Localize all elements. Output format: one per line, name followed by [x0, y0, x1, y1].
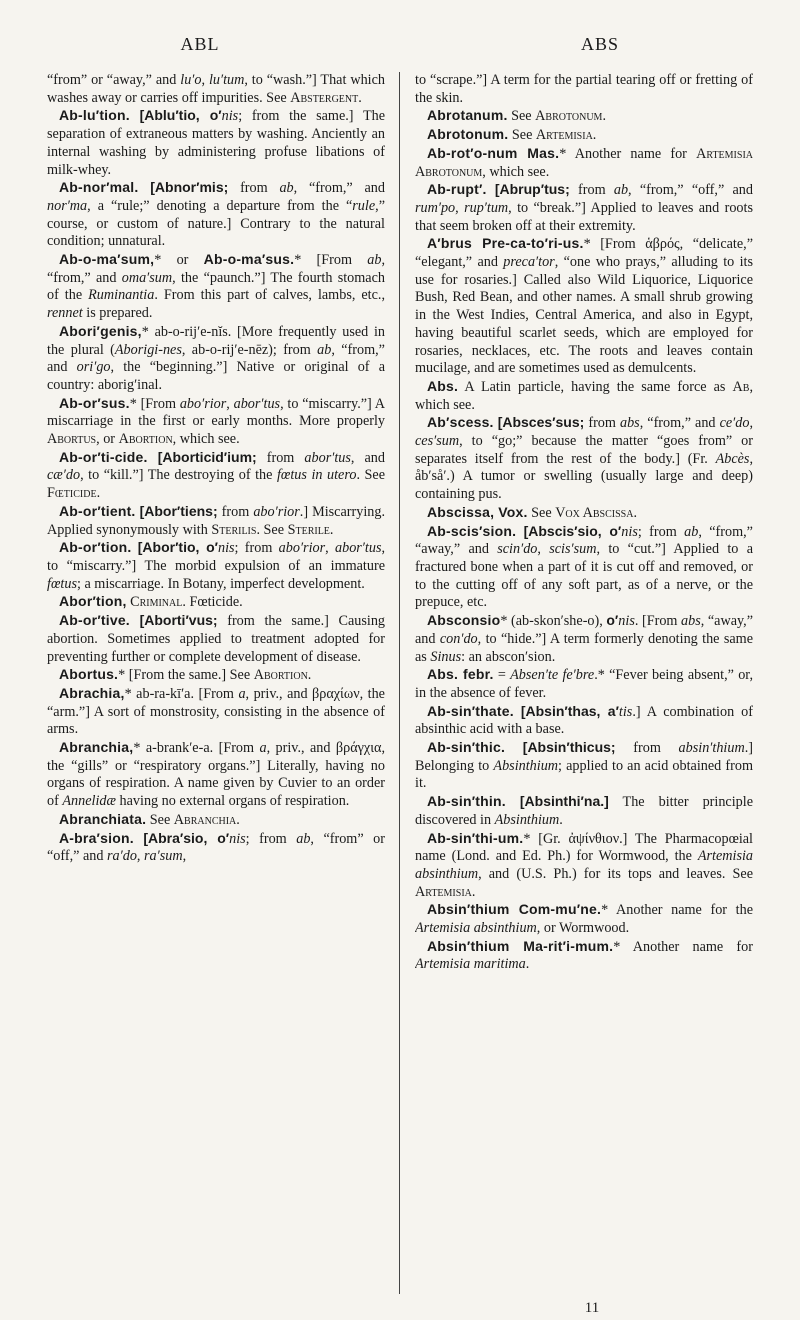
dictionary-entry: Ab-rot′o-num Mas.* Another name for Artemisia Abrotonum, which see.: [415, 144, 753, 180]
dictionary-entry: Ab-or′sus.* [From abo′rior, abor′tus, to “miscarry.”] A miscarriage in the first or early months. More properly Abortus, or Abortion, which see.: [47, 394, 385, 448]
dictionary-entry: Ab′scess. [Absces′sus; from abs, “from,” and ce′do, ces′sum, to “go;” because the matter “goes from” or separates itself from the rest of the body.] (Fr. Abcès, åb′så′.) A tumor or swelling (usually large and deep) containing pus.: [415, 414, 753, 503]
dictionary-entry: A′brus Pre-ca-to′ri-us.* [From ἁβρός, “delicate,” “elegant,” and preca′tor, “one who prays,” alluding to its use for rosaries.] Called also Wild Liquorice, Liquorice Bush, Red Bean, and other names. A small shrub growing in the West Indies, Central America, and also in Egypt, having beautiful scarlet seeds, which are employed for rosaries, necklaces, etc. The roots and leaves contain mucilage, and are sometimes used as demulcents.: [415, 235, 753, 377]
dictionary-entry: Abs. febr. = Absen′te fe′bre.* “Fever being absent,” or, in the absence of fever.: [415, 666, 753, 701]
dictionary-entry: Absin′thium Ma-rit′i-mum.* Another name for Artemisia maritima.: [415, 937, 753, 973]
running-head-right: ABS: [580, 34, 619, 54]
dictionary-entry: Ab-or′tion. [Abor′tio, o′nis; from abo′rior, abor′tus, to “miscarry.”] The morbid expulsion of an immature fœtus; a miscarriage. In Botany, imperfect development.: [47, 539, 385, 592]
dictionary-entry: Ab-or′tive. [Aborti′vus; from the same.] Causing abortion. Sometimes applied to treatment adopted for preventing further or complete development of disease.: [47, 612, 385, 665]
dictionary-entry: Ab-sin′thic. [Absin′thicus; from absin′thium.] Belonging to Absinthium; applied to an acid obtained from it.: [415, 739, 753, 792]
dictionary-entry: Abrotonum. See Artemisia.: [427, 126, 597, 144]
dictionary-entry: Ab-rupt′. [Abrup′tus; from ab, “from,” “off,” and rum′po, rup′tum, to “break.”] Applied to leaves and roots that seem broken off at their extremity.: [415, 181, 753, 234]
dictionary-entry: Ab-or′tient. [Abor′tiens; from abo′rior.] Miscarrying. Applied synonymously with Sterilis. See Sterile.: [47, 502, 385, 538]
page-number: 11: [584, 1300, 600, 1316]
dictionary-entry: Ab-or′ti-cide. [Aborticid′ium; from abor′tus, and cæ′do, to “kill.”] The destroying of the fœtus in utero. See Fœticide.: [47, 448, 385, 502]
dictionary-entry: Ab-scis′sion. [Abscis′sio, o′nis; from ab, “from,” “away,” and scin′do, scis′sum, to “cut.”] Applied to a fractured bone when a part of it is cut off and removed, or to the cutting off of any soft part, as of a nerve, or the prepuce, etc.: [415, 522, 753, 611]
dictionary-entry: Abortus.* [From the same.] See Abortion.: [59, 666, 312, 684]
left-column: [47, 72, 385, 1302]
dictionary-entry: Ab-sin′thi-um.* [Gr. ἀψίνθιον.] The Pharmacopœial name (Lond. and Ed. Ph.) for Wormwood, the Artemisia absinthium, and (U.S. Ph.) for its tops and leaves. See Artemisia.: [415, 829, 753, 900]
dictionary-entry: Abs. A Latin particle, having the same force as Ab, which see.: [415, 377, 753, 413]
running-head-left: ABL: [180, 34, 220, 54]
dictionary-entry: Absin′thium Com-mu′ne.* Another name for the Artemisia absinthium, or Wormwood.: [415, 901, 753, 937]
column-divider: [399, 72, 400, 1294]
dictionary-entry: A-bra′sion. [Abra′sio, o′nis; from ab, “from” or “off,” and ra′do, ra′sum,: [47, 829, 385, 865]
dictionary-entry: Absconsio* (ab-skon′she-o), o′nis. [From abs, “away,” and con′do, to “hide.”] A term formerly denoting the same as Sinus: an abscon′sion.: [415, 612, 753, 665]
dictionary-entry: Abranchiata. See Abranchia.: [59, 810, 240, 828]
dictionary-entry: Abori′genis,* ab-o-rij′e-nĭs. [More frequently used in the plural (Aborigi-nes, ab-o-rij′e-nēz); from ab, “from,” and ori′go, the “beginning.”] Native or original of a country: aborig′inal.: [47, 322, 385, 393]
continued-entry: “from” or “away,” and lu′o, lu′tum, to “wash.”] That which washes away or carries off impurities. See Abstergent.: [47, 72, 385, 106]
dictionary-entry: Ab-nor′mal. [Abnor′mis; from ab, “from,” and nor′ma, a “rule;” denoting a departure from the “rule,” course, or custom of nature.] Contrary to the natural condition; unnatural.: [47, 179, 385, 250]
dictionary-entry: Ab-sin′thin. [Absinthi′na.] The bitter principle discovered in Absinthium.: [415, 793, 753, 828]
dictionary-entry: Ab-lu′tion. [Ablu′tio, o′nis; from the same.] The separation of extraneous matters by washing. Anciently an internal washing by administering profuse libations of milk-whey.: [47, 107, 385, 178]
dictionary-entry: Ab-o-ma′sum,* or Ab-o-ma′sus.* [From ab, “from,” and oma′sum, the “paunch.”] The fourth stomach of the Ruminantia. From this part of calves, lambs, etc., rennet is prepared.: [47, 251, 385, 322]
dictionary-entry: Abscissa, Vox. See Vox Abscissa.: [427, 503, 638, 521]
dictionary-entry: Abrotanum. See Abrotonum.: [427, 107, 606, 125]
right-column: [415, 72, 753, 1302]
running-head: [0, 34, 800, 58]
dictionary-entry: Abor′tion, Criminal. Fœticide.: [59, 593, 243, 611]
dictionary-entry: Abrachia,* ab-ra-kī′a. [From a, priv., and βραχίων, the “arm.”] A sort of monstrosity, consisting in the absence of arms.: [47, 684, 385, 738]
dictionary-entry: Ab-sin′thate. [Absin′thas, a′tis.] A combination of absinthic acid with a base.: [415, 702, 753, 738]
dictionary-entry: Abranchia,* a-brank′e-a. [From a, priv., and βράγχια, the “gills” or “respiratory organs.”] Literally, having no organs of respiration. A name given by Cuvier to an order of Annelidæ having no external organs of respiration.: [47, 739, 385, 810]
continued-entry: to “scrape.”] A term for the partial tearing off or fretting of the skin.: [415, 72, 753, 106]
